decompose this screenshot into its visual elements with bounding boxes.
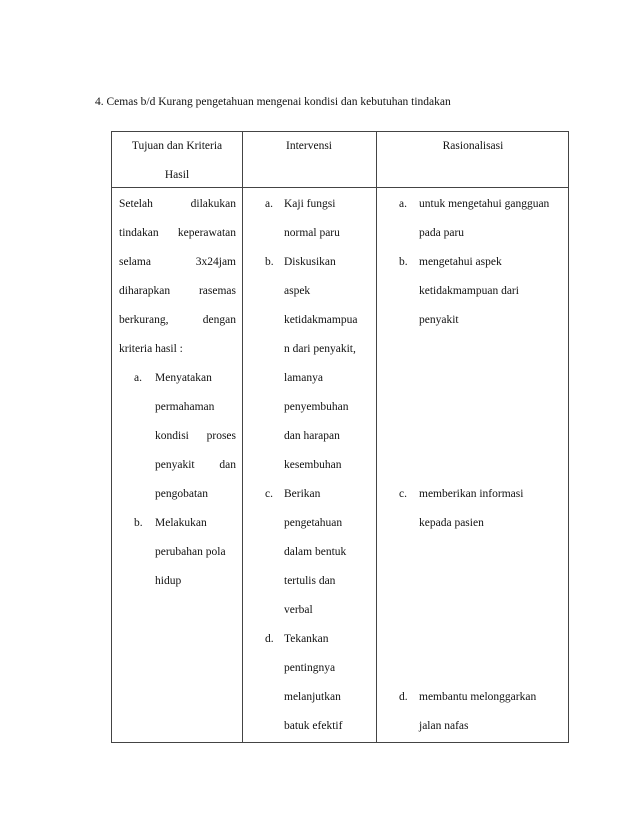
criteria-line (119, 313, 236, 327)
list-marker: c. (399, 488, 407, 500)
intervention-line: Kaji fungsi (284, 198, 336, 210)
rationale-line: kepada pasien (419, 517, 484, 529)
word: dan (219, 459, 236, 471)
rationale-line: membantu melonggarkan (419, 691, 537, 703)
intervention-line: n dari penyakit, (284, 343, 356, 355)
criteria-line: pengobatan (155, 488, 209, 500)
list-marker: b. (265, 256, 274, 268)
word: dengan (202, 314, 236, 326)
criteria-line (119, 197, 236, 211)
column-divider (242, 132, 243, 742)
section-heading: 4. Cemas b/d Kurang pengetahuan mengenai kondisi dan kebutuhan tindakan (95, 96, 451, 108)
intervention-line: verbal (284, 604, 313, 616)
column-divider (376, 132, 377, 742)
intervention-line: pengetahuan (284, 517, 343, 529)
criteria-line (155, 429, 236, 443)
rationale-line: penyakit (419, 314, 459, 326)
rationale-line: jalan nafas (419, 720, 469, 732)
intervention-line: tertulis dan (284, 575, 336, 587)
word: proses (206, 430, 236, 442)
word: tindakan (119, 227, 159, 239)
intervention-line: Berikan (284, 488, 321, 500)
intervention-line: penyembuhan (284, 401, 349, 413)
intervention-line: pentingnya (284, 662, 336, 674)
header-tujuan (112, 132, 242, 190)
word: Setelah (119, 198, 153, 210)
criteria-line: Menyatakan (155, 372, 212, 384)
list-marker: a. (265, 198, 273, 210)
intervention-line: normal paru (284, 227, 340, 239)
criteria-line (119, 255, 236, 269)
criteria-line (119, 284, 236, 298)
header-tujuan-line1: Tujuan dan Kriteria (131, 140, 223, 152)
list-marker: b. (134, 517, 143, 529)
header-tujuan-line2: Hasil (164, 169, 190, 181)
rationale-line: mengetahui aspek (419, 256, 502, 268)
criteria-line: permahaman (155, 401, 215, 413)
rationale-line: memberikan informasi (419, 488, 524, 500)
word: rasemas (198, 285, 236, 297)
intervention-line: dalam bentuk (284, 546, 347, 558)
intervention-line: kesembuhan (284, 459, 342, 471)
criteria-line: kriteria hasil : (119, 343, 183, 355)
list-marker: a. (399, 198, 407, 210)
word: keperawatan (177, 227, 236, 239)
rationale-line: untuk mengetahui gangguan (419, 198, 550, 210)
header-intervensi: Intervensi (286, 140, 332, 152)
intervention-line: melanjutkan (284, 691, 341, 703)
list-marker: d. (265, 633, 274, 645)
criteria-line: perubahan pola (155, 546, 226, 558)
list-marker: c. (265, 488, 273, 500)
word: kondisi (155, 430, 189, 442)
rationale-line: ketidakmampuan dari (419, 285, 519, 297)
criteria-line: hidup (155, 575, 182, 587)
list-marker: d. (399, 691, 408, 703)
intervention-line: Diskusikan (284, 256, 336, 268)
list-marker: b. (399, 256, 408, 268)
list-marker: a. (134, 372, 142, 384)
word: selama (119, 256, 151, 268)
word: 3x24jam (195, 256, 236, 268)
criteria-line (119, 226, 236, 240)
intervention-line: ketidakmampua (284, 314, 358, 326)
rationale-line: pada paru (419, 227, 465, 239)
intervention-line: dan harapan (284, 430, 340, 442)
header-rasionalisasi: Rasionalisasi (442, 140, 504, 152)
word: dilakukan (190, 198, 236, 210)
intervention-line: Tekankan (284, 633, 329, 645)
word: penyakit (155, 459, 195, 471)
criteria-line (155, 458, 236, 472)
intervention-line: aspek (284, 285, 311, 297)
word: diharapkan (119, 285, 171, 297)
intervention-line: lamanya (284, 372, 323, 384)
intervention-table (111, 131, 569, 743)
intervention-line: batuk efektif (284, 720, 343, 732)
word: berkurang, (119, 314, 169, 326)
criteria-line: Melakukan (155, 517, 207, 529)
